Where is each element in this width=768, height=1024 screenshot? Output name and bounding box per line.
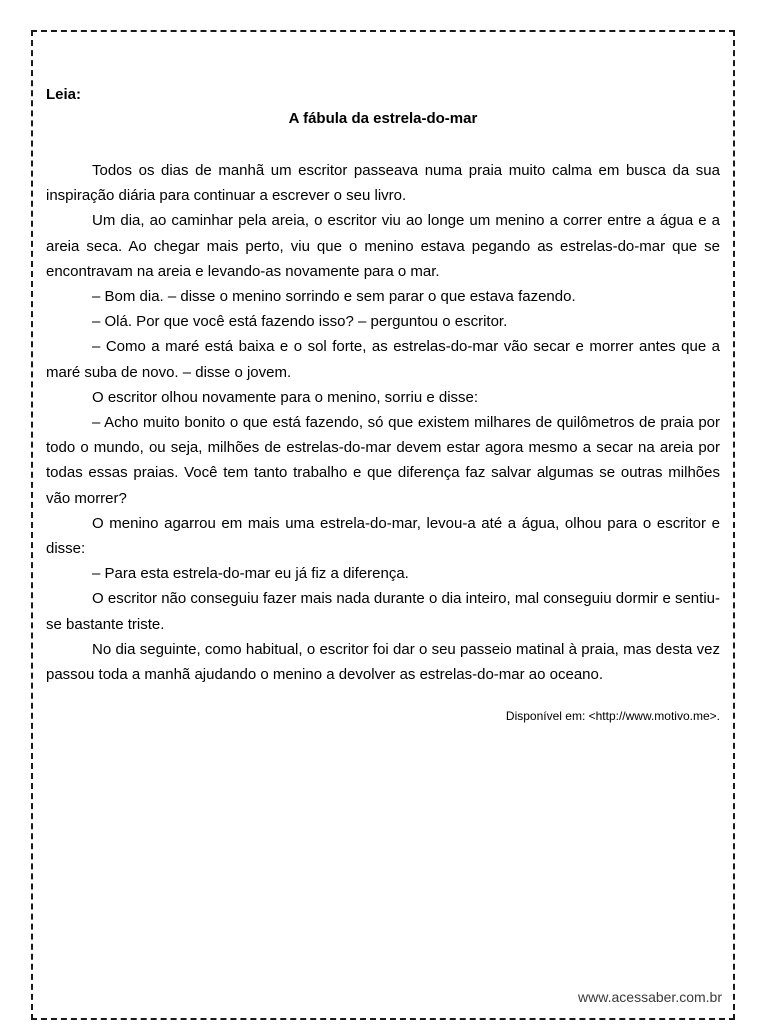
story-paragraph: Todos os dias de manhã um escritor passeava numa praia muito calma em busca da sua inspiração diária para continuar a escrever o seu livro.: [46, 162, 720, 205]
story-body: [46, 158, 720, 687]
story-paragraph: O menino agarrou em mais uma estrela-do-mar, levou-a até a água, olhou para o escritor e disse:: [46, 514, 720, 558]
story-paragraph: Um dia, ao caminhar pela areia, o escritor viu ao longe um menino a correr entre a água e a areia seca. Ao chegar mais perto, viu que o menino estava pegando as estrelas-do-mar que se encontravam na areia e levando-as novamente para o mar.: [46, 212, 720, 280]
story-paragraph: – Como a maré está baixa e o sol forte, as estrelas-do-mar vão secar e morrer antes que a maré suba de novo. – disse o jovem.: [46, 338, 720, 381]
story-paragraph: O escritor olhou novamente para o menino, sorriu e disse:: [92, 388, 479, 406]
story-paragraph: – Olá. Por que você está fazendo isso? – perguntou o escritor.: [92, 313, 508, 331]
story-title: A fábula da estrela-do-mar: [288, 110, 478, 127]
source-citation: Disponível em: <http://www.motivo.me>.: [505, 709, 720, 723]
story-paragraph: – Para esta estrela-do-mar eu já fiz a diferença.: [92, 565, 409, 583]
story-paragraph: – Bom dia. – disse o menino sorrindo e sem parar o que estava fazendo.: [92, 288, 576, 306]
story-paragraph: O escritor não conseguiu fazer mais nada durante o dia inteiro, mal conseguiu dormir e sentiu-se bastante triste.: [46, 590, 720, 633]
story-paragraph: No dia seguinte, como habitual, o escritor foi dar o seu passeio matinal à praia, mas desta vez passou toda a manhã ajudando o menino a devolver as estrelas-do-mar ao oceano.: [46, 640, 720, 684]
story-paragraph: – Acho muito bonito o que está fazendo, só que existem milhares de quilômetros de praia por todo o mundo, ou seja, milhões de estrelas-do-mar devem estar agora mesmo a secar na areia por todas essas praias. Você tem tanto trabalho e que diferença faz salvar algumas se outras milhões vão morrer?: [46, 414, 720, 507]
footer-site-url: www.acessaber.com.br: [578, 989, 722, 1005]
instruction-label: Leia:: [46, 86, 82, 103]
